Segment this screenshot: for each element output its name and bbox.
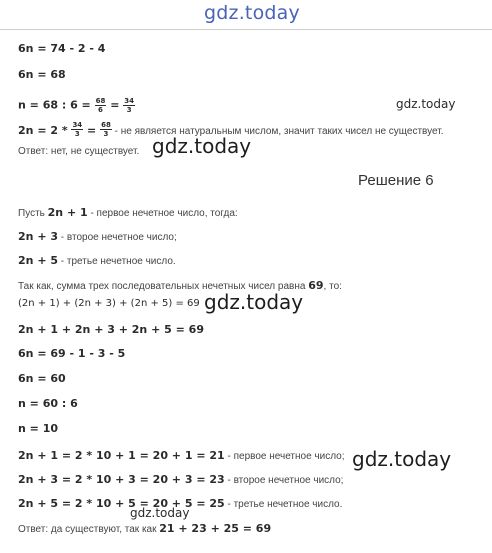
text: Так как, сумма трех последовательных нечетных чисел равна — [18, 281, 309, 292]
math-expression: 2n + 3 = 2 * 10 + 3 = 20 + 3 = 23 — [18, 473, 225, 486]
denominator: 3 — [126, 106, 132, 114]
math-expression: 2n + 1 — [47, 206, 88, 219]
equation-text: = — [83, 124, 101, 137]
text: , то: — [323, 281, 342, 292]
numerator: 34 — [72, 121, 83, 130]
text: - второе нечетное число; — [58, 232, 177, 243]
text: - второе нечетное число; — [224, 475, 344, 486]
denominator: 6 — [98, 106, 103, 114]
fraction — [71, 121, 83, 138]
fraction — [123, 97, 135, 114]
text-line — [18, 251, 176, 269]
denominator: 3 — [103, 130, 109, 139]
text-line — [18, 227, 177, 245]
watermark: gdz.today — [204, 290, 304, 314]
text: - первое нечетное число; — [224, 451, 345, 462]
equation-text: n = 68 : 6 = — [18, 98, 95, 112]
numerator: 34 — [124, 97, 134, 105]
text-line — [18, 203, 238, 221]
numerator: 68 — [101, 121, 111, 130]
equation-line: (2n + 1) + (2n + 3) + (2n + 5) = 69 — [18, 298, 200, 309]
equation-line: 2n + 1 + 2n + 3 + 2n + 5 = 69 — [18, 323, 204, 336]
text: Ответ: да существуют, так как — [18, 524, 160, 535]
math-expression: 2n + 5 — [18, 254, 59, 267]
equation-line: n = 60 : 6 — [18, 397, 78, 410]
watermark: gdz.today — [396, 97, 456, 111]
text: - третье нечетное число. — [58, 256, 176, 267]
equation-line: n = 10 — [18, 422, 59, 435]
equation-line: 6n = 74 - 2 - 4 — [18, 42, 106, 55]
equation-line-fractions — [18, 97, 135, 114]
math-expression: 69 — [308, 279, 324, 292]
fraction — [100, 121, 112, 138]
section-heading: Решение 6 — [358, 172, 434, 189]
text-line — [18, 446, 345, 464]
denominator: 3 — [74, 130, 80, 139]
math-expression: 2n + 3 — [18, 230, 59, 243]
explanation-text: - не является натуральным числом, значит таких чисел не существует. — [111, 126, 444, 137]
watermark: gdz.today — [152, 134, 252, 158]
math-expression: 2n + 5 = 2 * 10 + 5 = 20 + 5 = 25 — [18, 497, 225, 510]
math-expression: 21 + 23 + 25 = 69 — [159, 522, 272, 535]
numerator: 68 — [95, 97, 106, 105]
equation-line: 6n = 60 — [18, 372, 66, 385]
equation-line: 6n = 68 — [18, 68, 66, 81]
text: Пусть — [18, 208, 48, 219]
equation-line: 6n = 69 - 1 - 3 - 5 — [18, 347, 126, 360]
equation-text: = — [106, 98, 124, 112]
text: - первое нечетное число, тогда: — [87, 208, 238, 219]
text: - третье нечетное число. — [224, 499, 343, 510]
answer-text: Ответ: нет, не существует. — [18, 146, 140, 157]
header-divider — [0, 29, 492, 30]
text-line — [18, 470, 343, 488]
watermark: gdz.today — [130, 506, 190, 520]
watermark: gdz.today — [352, 447, 452, 471]
site-logo[interactable]: gdz.today — [204, 2, 300, 24]
fraction — [95, 97, 107, 114]
equation-text: 2n = 2 * — [18, 124, 72, 137]
math-expression: 2n + 1 = 2 * 10 + 1 = 20 + 1 = 21 — [18, 449, 225, 462]
answer-line — [18, 519, 271, 537]
